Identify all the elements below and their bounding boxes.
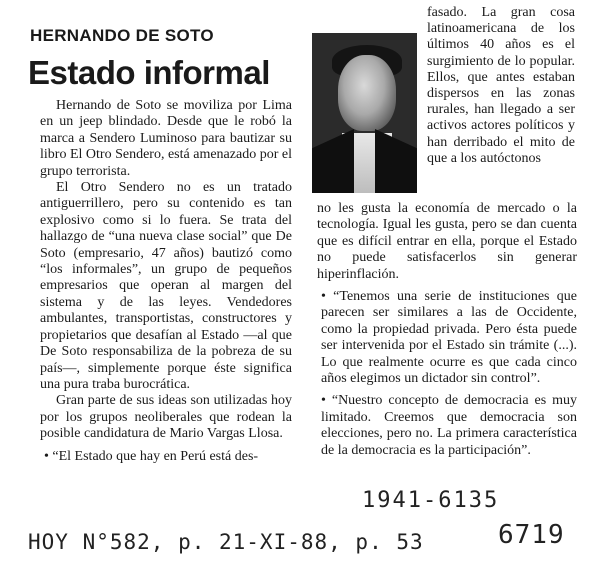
paragraph-3: Gran parte de sus ideas son utilizadas hoy por los grupos neoliberales que rodean la posible candidatura de Mario Vargas Llosa. — [40, 393, 292, 442]
paragraph-1: Hernando de Soto se moviliza por Lima en un jeep blindado. Desde que le robó la marca a Sendero Luminoso para bautizar su libro El Otro Sendero, está amenazado por el grupo terrorista. — [40, 98, 292, 179]
left-column — [40, 98, 292, 465]
handwritten-number: 1941-6135 — [362, 488, 500, 513]
photo-jacket-left — [312, 129, 354, 193]
portrait-photo — [312, 33, 417, 193]
quote-bullet-3: • “Nuestro concepto de democracia es muy limitado. Creemos que democracia son elecciones, pero no. La primera característica de la democracia es la participación”. — [321, 393, 577, 458]
paragraph-2: El Otro Sendero no es un tratado antiguerrillero, pero su contenido es tan explosivo como si lo fuera. Se trata del hallazgo de “una nueva clase social” que De Soto (empresario, 47 años) bautizó como “los informales”, un grupo de pequeños empresarios que operan al margen del sistema y de las leyes. Vendedores ambulantes, transportistas, constructores y propietarios que desafían al Estado —al que De Soto responsabiliza de la pobreza de su país—, simplemente porque éste significa una pura traba burocrática. — [40, 180, 292, 392]
right-top-column — [427, 5, 575, 167]
quote-bullet-2: • “Tenemos una serie de instituciones que parecen ser similares a las de Occidente, como la propiedad privada. Pero ésta puede ser intervenida por el Estado sin trámite (...). Lo que realmente ocurre es que cada cinco años elegimos un dictador sin control”. — [321, 289, 577, 387]
photo-face — [338, 55, 396, 131]
right-bottom-column — [317, 201, 577, 459]
headline: Estado informal — [28, 54, 270, 91]
quote-continuation: fasado. La gran cosa latinoamericana de los últimos 40 años es el surgimiento de lo popular. Ellos, que antes estaban dispersos en las zonas rurales, han llegado a ser activos actores políticos y han derribado el mito de que a los autóctonos — [427, 5, 575, 166]
handwritten-reference: HOY N°582, p. 21-XI-88, p. 53 — [28, 530, 424, 554]
photo-jacket-right — [375, 129, 417, 193]
quote-bullet-1: • “El Estado que hay en Perú está des- — [44, 448, 259, 464]
author-kicker: HERNANDO DE SOTO — [30, 26, 214, 45]
quote-continuation-2: no les gusta la economía de mercado o la tecnología. Igual les gusta, pero se dan cuenta que es difícil entrar en ella, porque el Estado no puede satisfacerlos sin generar hiperinflación. — [317, 201, 577, 282]
handwritten-folio: 6719 — [498, 520, 565, 550]
